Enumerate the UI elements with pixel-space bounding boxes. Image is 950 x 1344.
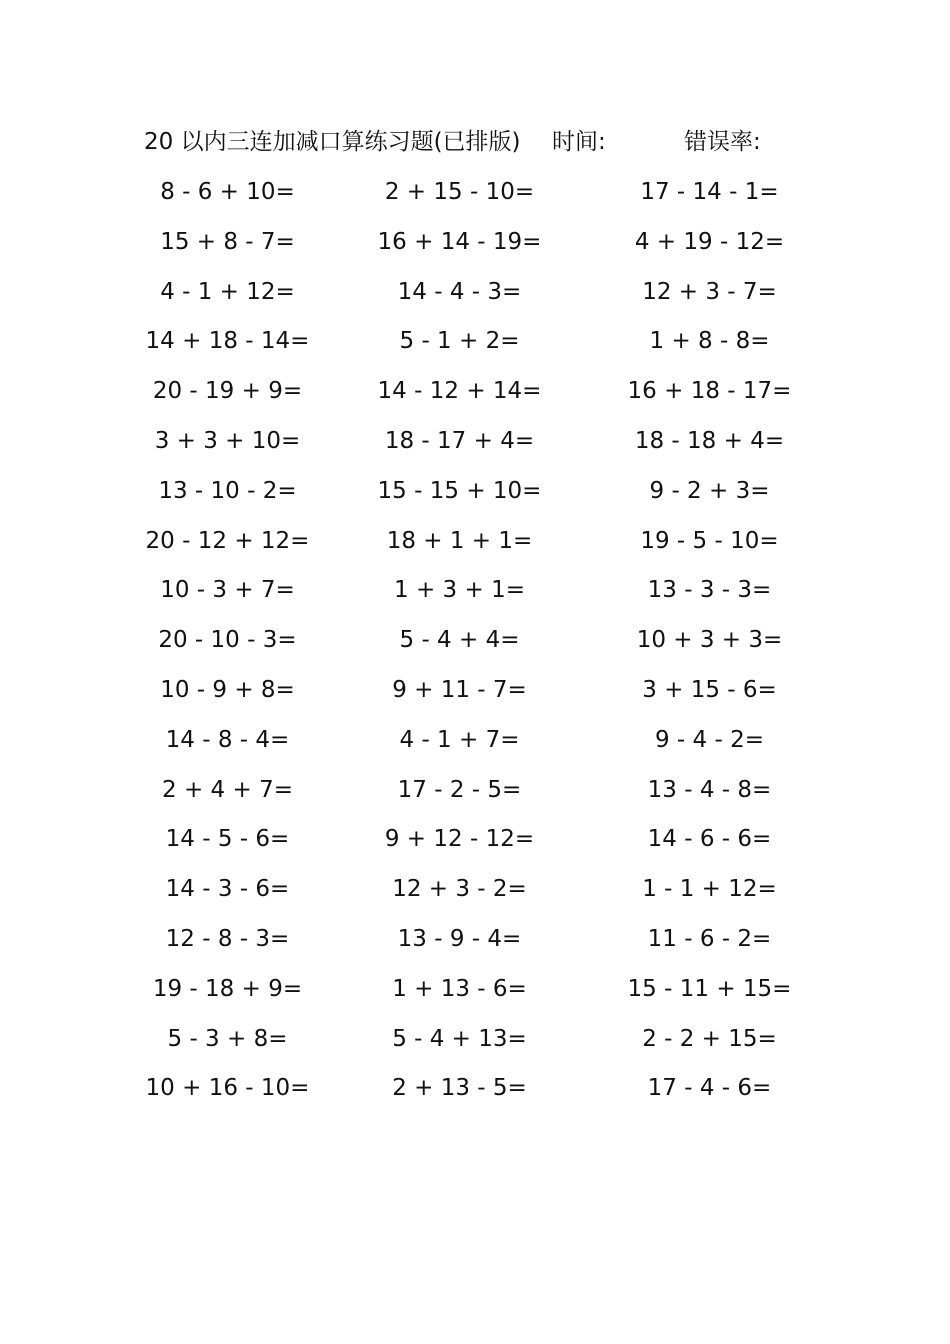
- problem-row: [140, 272, 820, 322]
- arithmetic-problem: 16 + 14 - 19=: [377, 228, 542, 255]
- arithmetic-problem: 2 + 4 + 7=: [162, 776, 293, 803]
- problem-row: [140, 620, 820, 670]
- arithmetic-problem: 18 + 1 + 1=: [386, 527, 533, 554]
- arithmetic-problem: 13 - 9 - 4=: [397, 925, 522, 952]
- problem-row: [140, 321, 820, 371]
- arithmetic-problem: 1 + 13 - 6=: [392, 975, 527, 1002]
- arithmetic-problem: 1 - 1 + 12=: [642, 876, 777, 903]
- arithmetic-problem: 14 - 12 + 14=: [377, 378, 542, 405]
- worksheet-title: 20 以内三连加减口算练习题(已排版): [144, 129, 521, 155]
- arithmetic-problem: 19 - 5 - 10=: [640, 527, 779, 554]
- arithmetic-problem: 18 - 17 + 4=: [384, 427, 535, 454]
- arithmetic-problem: 13 - 4 - 8=: [647, 776, 772, 803]
- arithmetic-problem: 4 - 1 + 12=: [160, 278, 295, 305]
- arithmetic-problem: 2 + 13 - 5=: [392, 1075, 527, 1102]
- arithmetic-problem: 4 + 19 - 12=: [634, 228, 785, 255]
- time-label: 时间:: [552, 129, 606, 155]
- arithmetic-problem: 20 - 10 - 3=: [158, 627, 297, 654]
- arithmetic-problem: 10 - 3 + 7=: [160, 577, 295, 604]
- problem-row: [140, 819, 820, 869]
- arithmetic-problem: 20 - 12 + 12=: [145, 527, 310, 554]
- problem-row: [140, 869, 820, 919]
- problem-row: [140, 670, 820, 720]
- arithmetic-problem: 18 - 18 + 4=: [634, 427, 785, 454]
- error-rate-label: 错误率:: [684, 129, 761, 155]
- arithmetic-problem: 3 + 3 + 10=: [154, 427, 301, 454]
- problem-row: [140, 570, 820, 620]
- arithmetic-problem: 11 - 6 - 2=: [647, 925, 772, 952]
- problem-row: [140, 1019, 820, 1069]
- problem-row: [140, 521, 820, 571]
- problem-row: [140, 172, 820, 222]
- arithmetic-problem: 8 - 6 + 10=: [160, 179, 295, 205]
- worksheet-header: [144, 124, 844, 160]
- arithmetic-problem: 12 + 3 - 2=: [392, 876, 527, 903]
- arithmetic-problem: 17 - 14 - 1=: [640, 179, 779, 205]
- arithmetic-problem: 2 - 2 + 15=: [642, 1025, 777, 1052]
- problem-row: [140, 471, 820, 521]
- arithmetic-problem: 10 + 16 - 10=: [145, 1075, 310, 1102]
- arithmetic-problem: 5 - 1 + 2=: [399, 328, 520, 355]
- arithmetic-problem: 12 + 3 - 7=: [642, 278, 777, 305]
- problem-row: [140, 720, 820, 770]
- problem-row: [140, 969, 820, 1019]
- problem-row: [140, 421, 820, 471]
- arithmetic-problem: 20 - 19 + 9=: [152, 378, 303, 405]
- arithmetic-problem: 14 - 4 - 3=: [397, 278, 522, 305]
- arithmetic-problem: 2 + 15 - 10=: [384, 179, 535, 205]
- arithmetic-problem: 13 - 10 - 2=: [158, 477, 297, 504]
- arithmetic-problem: 1 + 3 + 1=: [394, 577, 525, 604]
- problem-row: [140, 371, 820, 421]
- problem-row: [140, 770, 820, 820]
- arithmetic-problem: 12 - 8 - 3=: [165, 925, 290, 952]
- arithmetic-problem: 15 - 11 + 15=: [627, 975, 792, 1002]
- arithmetic-problem: 14 - 5 - 6=: [165, 826, 290, 853]
- arithmetic-problem: 15 + 8 - 7=: [160, 228, 295, 255]
- arithmetic-problem: 5 - 3 + 8=: [167, 1025, 288, 1052]
- arithmetic-problem: 14 + 18 - 14=: [145, 328, 310, 355]
- arithmetic-problem: 9 + 11 - 7=: [392, 676, 527, 703]
- arithmetic-problem: 9 + 12 - 12=: [384, 826, 535, 853]
- arithmetic-problem: 1 + 8 - 8=: [649, 328, 770, 355]
- arithmetic-problem: 17 - 4 - 6=: [647, 1075, 772, 1102]
- arithmetic-problem: 17 - 2 - 5=: [397, 776, 522, 803]
- problem-grid: [140, 172, 820, 1118]
- arithmetic-problem: 9 - 4 - 2=: [654, 726, 764, 753]
- arithmetic-problem: 5 - 4 + 4=: [399, 627, 520, 654]
- arithmetic-problem: 10 + 3 + 3=: [636, 627, 783, 654]
- arithmetic-problem: 5 - 4 + 13=: [392, 1025, 527, 1052]
- arithmetic-problem: 16 + 18 - 17=: [627, 378, 792, 405]
- arithmetic-problem: 14 - 3 - 6=: [165, 876, 290, 903]
- arithmetic-problem: 13 - 3 - 3=: [647, 577, 772, 604]
- arithmetic-problem: 3 + 15 - 6=: [642, 676, 777, 703]
- problem-row: [140, 919, 820, 969]
- arithmetic-problem: 14 - 6 - 6=: [647, 826, 772, 853]
- arithmetic-problem: 19 - 18 + 9=: [152, 975, 303, 1002]
- arithmetic-problem: 4 - 1 + 7=: [399, 726, 520, 753]
- problem-row: [140, 222, 820, 272]
- problem-row: [140, 1068, 820, 1118]
- arithmetic-problem: 9 - 2 + 3=: [649, 477, 770, 504]
- arithmetic-problem: 15 - 15 + 10=: [377, 477, 542, 504]
- arithmetic-problem: 10 - 9 + 8=: [160, 676, 295, 703]
- arithmetic-problem: 14 - 8 - 4=: [165, 726, 290, 753]
